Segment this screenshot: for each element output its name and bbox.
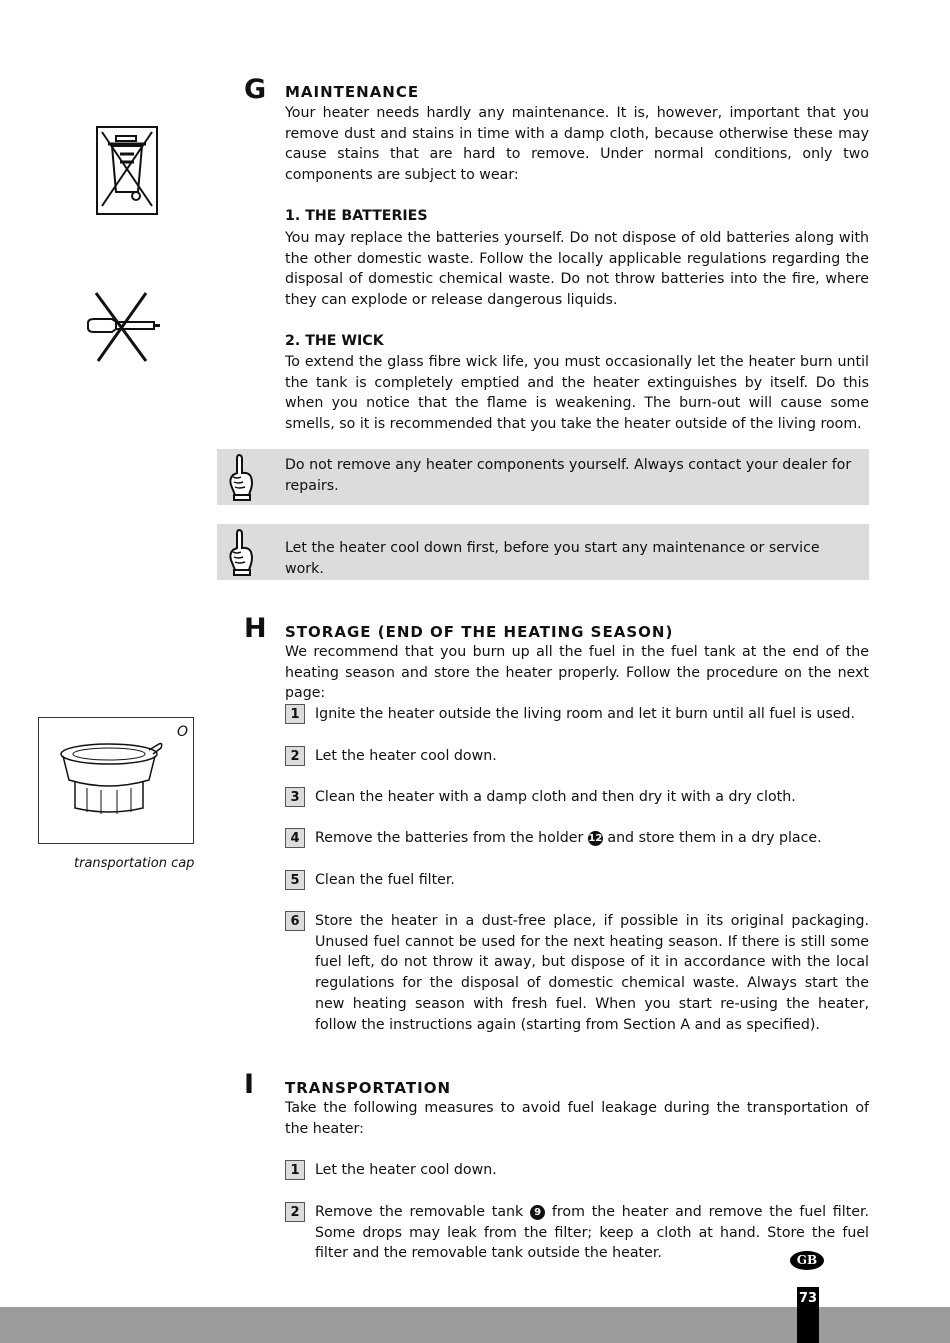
section-i-intro: Take the following measures to avoid fuel leakage during the transportation of the heater:	[285, 1100, 869, 1137]
reference-number-badge: 12	[588, 832, 603, 844]
transport-step	[285, 1202, 869, 1264]
note-cool-down-text: Let the heater cool down first, before you start any maintenance or service work.	[285, 540, 820, 577]
section-i-letter: I	[244, 1069, 255, 1100]
step-number: 1	[285, 1160, 305, 1180]
storage-step	[285, 787, 869, 808]
storage-step	[285, 828, 869, 849]
transport-step	[285, 1160, 869, 1181]
section-i-title: TRANSPORTATION	[285, 1079, 451, 1097]
step-text: Ignite the heater outside the living room and let it burn until all fuel is used.	[315, 706, 856, 722]
section-h-title: STORAGE (END OF THE HEATING SEASON)	[285, 623, 674, 641]
storage-step	[285, 911, 869, 1035]
wick-text: To extend the glass fibre wick life, you must occasionally let the heater burn until the tank is completely emptied and the heater extinguishes by itself. Do this when you notice that the flame is weakening. The burn-out will cause some smells, so it is recommended that you take the heater outside of the living room.	[285, 354, 869, 433]
step-number: 6	[285, 911, 305, 931]
figure-label: O	[177, 724, 189, 740]
step-number: 5	[285, 870, 305, 890]
batteries-text: You may replace the batteries yourself. Do not dispose of old batteries along with the other domestic waste. Follow the locally applicable regulations regarding the disposal of domestic chemical waste. Do not throw batteries into the fire, where they can explode or release dangerous liquids.	[285, 230, 869, 309]
step-text	[315, 1202, 869, 1264]
section-h-intro: We recommend that you burn up all the fuel in the fuel tank at the end of the heating season and store the heater properly. Follow the procedure on the next page:	[285, 644, 869, 702]
step-text	[315, 828, 869, 849]
language-badge: GB	[790, 1251, 824, 1270]
section-g-intro: Your heater needs hardly any maintenance. It is, however, important that you remove dust and stains in time with a damp cloth, because otherwise these may cause stains that are hard to remove. Under normal conditions, only two components are subject to wear:	[285, 105, 869, 184]
figure-caption: transportation cap	[74, 856, 195, 871]
transportation-cap-figure	[38, 717, 194, 844]
step-number: 3	[285, 787, 305, 807]
pointing-hand-icon	[225, 528, 257, 576]
wick-heading: 2. THE WICK	[285, 333, 384, 349]
step-text: Let the heater cool down.	[315, 748, 497, 764]
step-number: 2	[285, 1202, 305, 1222]
batteries-heading: 1. THE BATTERIES	[285, 208, 428, 224]
reference-number-badge: 9	[530, 1205, 545, 1220]
step-number: 4	[285, 828, 305, 848]
step-text: Clean the heater with a damp cloth and then dry it with a dry cloth.	[315, 789, 796, 805]
step-text-part: Remove the batteries from the holder	[315, 830, 584, 846]
storage-step	[285, 746, 869, 767]
step-text: Clean the fuel filter.	[315, 872, 455, 888]
page-number: 73	[797, 1287, 819, 1343]
section-g-title: MAINTENANCE	[285, 83, 420, 101]
section-h-letter: H	[244, 613, 267, 644]
step-text: Let the heater cool down.	[315, 1162, 497, 1178]
crossed-out-wheelie-bin-icon	[96, 126, 158, 216]
storage-step	[285, 704, 869, 725]
step-text-part: and store them in a dry place.	[607, 830, 822, 846]
section-g-letter: G	[244, 74, 267, 105]
storage-step	[285, 870, 869, 891]
no-screwdriver-icon	[84, 291, 162, 363]
step-text: Store the heater in a dust-free place, if possible in its original packaging. Unused fuel cannot be used for the next heating season. If there is still some fuel left, do not throw it away, but dispose of it in accordance with the local regulations for the disposal of domestic chemical waste. Always start the new heating season with fresh fuel. When you start re-using the heater, follow the instructions again (starting from Section A and as specified).	[315, 913, 869, 1033]
note-box-cool-down	[217, 524, 869, 580]
step-number: 1	[285, 704, 305, 724]
note-repairs-text: Do not remove any heater components yourself. Always contact your dealer for repairs.	[285, 457, 852, 494]
step-text-part: from the heater and remove the fuel filter. Some drops may leak from the filter; keep a cloth at hand. Store the fuel filter and the removable tank outside the heater.	[315, 1204, 870, 1262]
transportation-cap-icon	[57, 736, 181, 836]
note-box-repairs	[217, 449, 869, 505]
step-number: 2	[285, 746, 305, 766]
pointing-hand-icon	[225, 453, 257, 501]
step-text-part: Remove the removable tank	[315, 1204, 524, 1220]
